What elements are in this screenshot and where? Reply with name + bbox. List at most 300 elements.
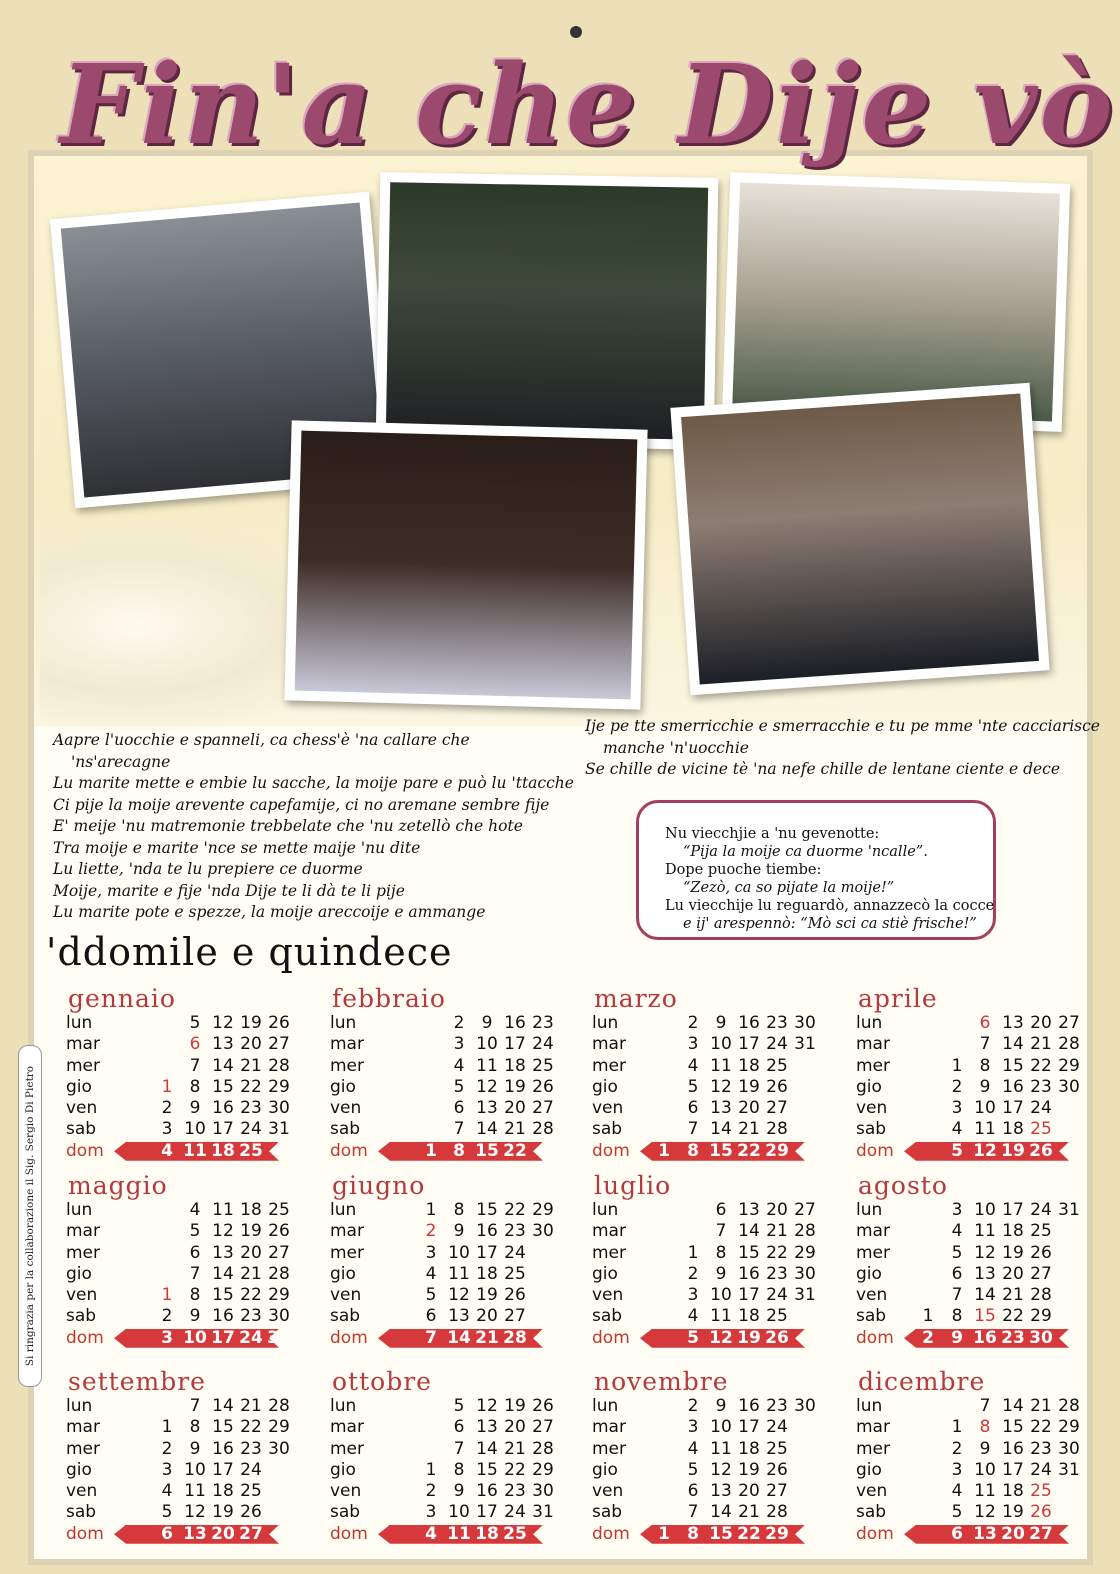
day-number: 22 [737,1140,761,1161]
weekday-row [856,1328,1106,1349]
weekday-label: dom [330,1327,368,1348]
month-luglio [592,1172,842,1349]
month-name: giugno [332,1171,426,1200]
weekday-label: mar [66,1034,100,1055]
weekday-row [330,1502,580,1523]
day-number: 29 [1058,1417,1080,1438]
weekday-label: sab [592,1119,623,1140]
day-number: 17 [212,1459,234,1480]
day-number: 15 [738,1242,760,1263]
photo-couple-4 [284,420,647,709]
day-number: 27 [268,1034,290,1055]
poem-line: Moije, marite e fije 'nda Dije te li dà te li pije [53,881,405,900]
day-number: 27 [1029,1523,1053,1544]
day-number: 23 [240,1306,262,1327]
day-number: 6 [453,1417,465,1438]
day-number: 11 [183,1140,207,1161]
day-number: 14 [212,1263,234,1284]
day-number: 11 [974,1119,996,1140]
day-number: 22 [240,1076,262,1097]
day-number: 2 [425,1481,437,1502]
day-number: 29 [1030,1306,1052,1327]
weekday-row [66,1396,316,1417]
day-number: 28 [766,1119,788,1140]
day-number: 17 [476,1242,498,1263]
day-number: 18 [476,1263,498,1284]
day-number: 4 [161,1140,173,1161]
day-number: 29 [532,1459,554,1480]
day-number: 16 [1002,1438,1024,1459]
day-number: 15 [476,1459,498,1480]
weekday-row [66,1077,316,1098]
day-number: 22 [503,1140,527,1161]
day-number: 18 [1002,1481,1024,1502]
weekday-row [592,1119,842,1140]
weekday-row [856,1285,1106,1306]
day-number: 2 [922,1327,934,1348]
day-number: 11 [476,1055,498,1076]
day-number: 2 [161,1098,173,1119]
day-number: 24 [766,1285,788,1306]
day-number: 20 [240,1034,262,1055]
day-number: 25 [1030,1221,1052,1242]
weekday-row [66,1417,316,1438]
day-number: 18 [212,1481,234,1502]
day-number: 19 [212,1502,234,1523]
day-number: 25 [239,1140,263,1161]
day-number: 20 [1030,1013,1052,1033]
day-number: 13 [476,1417,498,1438]
day-number: 7 [189,1263,201,1284]
weekday-label: mer [66,1438,101,1459]
day-number: 9 [453,1481,465,1502]
day-number: 13 [710,1481,732,1502]
weekday-label: lun [856,1013,883,1033]
day-number: 1 [922,1306,934,1327]
weekday-row [330,1077,580,1098]
weekday-row [856,1200,1106,1221]
weekday-label: lun [330,1200,357,1220]
month-name: novembre [594,1367,729,1396]
weekday-label: dom [66,1140,104,1161]
day-number: 5 [189,1221,201,1242]
day-number: 23 [766,1396,788,1416]
weekday-label: sab [856,1119,887,1140]
day-number: 23 [1030,1438,1052,1459]
day-number: 7 [951,1285,963,1306]
day-number: 6 [453,1098,465,1119]
month-name: febbraio [332,984,446,1013]
day-number: 28 [268,1396,290,1416]
day-number: 14 [447,1327,471,1348]
weekday-row [856,1417,1106,1438]
day-number: 9 [979,1438,991,1459]
day-number: 25 [268,1200,290,1220]
day-number: 30 [268,1098,290,1119]
day-number: 16 [212,1098,234,1119]
day-number: 8 [189,1076,201,1097]
day-number: 28 [532,1119,554,1140]
day-number: 23 [766,1263,788,1284]
day-number: 28 [1058,1396,1080,1416]
weekday-row [330,1417,580,1438]
day-number: 7 [189,1396,201,1416]
weekday-row [592,1221,842,1242]
day-number: 8 [453,1459,465,1480]
dialogue-line: Dope puoche tiembe: [665,862,822,878]
credit-text: Si ringrazia per la collaborazione il Sig. Sergio Di Pietro [24,1065,36,1367]
weekday-row [330,1098,580,1119]
weekday-label: gio [856,1263,882,1284]
month-name: marzo [594,984,678,1013]
weekday-row [856,1119,1106,1140]
day-number: 4 [687,1306,699,1327]
day-number: 9 [715,1013,727,1033]
day-number: 22 [1030,1417,1052,1438]
weekday-label: ven [330,1481,362,1502]
day-number: 3 [453,1034,465,1055]
month-agosto [856,1172,1106,1349]
year-label: 'ddomile e quindece [46,930,453,974]
day-number: 28 [268,1055,290,1076]
weekday-label: sab [330,1502,361,1523]
month-maggio [66,1172,316,1349]
poem-line: Ije pe tte smerricchie e smerracchie e tu pe mme 'nte cacciarisce [585,717,1100,735]
day-number: 29 [268,1417,290,1438]
day-number: 6 [979,1013,991,1033]
poem-line: Lu marite mette e embie lu sacche, la moije pare e può lu 'ttacche [53,774,574,792]
weekday-label: gio [592,1459,618,1480]
day-number: 24 [240,1119,262,1140]
month-ottobre [330,1368,580,1545]
weekday-label: sab [66,1306,97,1327]
weekday-row [592,1396,842,1417]
poem-line: manche 'n'uocchie [603,738,749,757]
day-number: 6 [687,1098,699,1119]
day-number: 2 [951,1076,963,1097]
poem-line: Tra moije e marite 'nce se mette maije 'nu dite [53,838,421,857]
weekday-row [330,1243,580,1264]
weekday-label: lun [592,1013,619,1033]
day-number: 21 [738,1119,760,1140]
day-number: 16 [738,1013,760,1033]
weekday-row [66,1328,316,1349]
weekday-label: dom [66,1523,104,1544]
day-number: 8 [715,1242,727,1263]
day-number: 28 [766,1502,788,1523]
day-number: 18 [211,1140,235,1161]
day-number: 25 [766,1438,788,1459]
day-number: 5 [951,1502,963,1523]
weekday-row [856,1481,1106,1502]
day-number: 14 [710,1502,732,1523]
day-number: 20 [738,1481,760,1502]
day-number: 11 [710,1055,732,1076]
day-number: 3 [687,1034,699,1055]
day-number: 15 [709,1523,733,1544]
weekday-label: sab [856,1502,887,1523]
weekday-row [856,1141,1106,1162]
weekday-label: gio [856,1076,882,1097]
weekday-label: sab [330,1119,361,1140]
day-number: 10 [448,1502,470,1523]
day-number: 4 [687,1055,699,1076]
day-number: 12 [710,1076,732,1097]
weekday-row [66,1306,316,1327]
day-number: 25 [1030,1119,1052,1140]
day-number: 29 [765,1140,789,1161]
day-number: 20 [738,1098,760,1119]
day-number: 20 [504,1417,526,1438]
weekday-label: sab [330,1306,361,1327]
day-number: 10 [184,1119,206,1140]
day-number: 18 [1002,1221,1024,1242]
day-number: 17 [1002,1200,1024,1220]
day-number: 11 [212,1200,234,1220]
weekday-label: mar [856,1221,890,1242]
day-number: 6 [687,1481,699,1502]
month-name: ottobre [332,1367,432,1396]
day-number: 25 [766,1306,788,1327]
day-number: 4 [951,1221,963,1242]
day-number: 14 [1002,1396,1024,1416]
day-number: 20 [504,1098,526,1119]
weekday-label: gio [856,1459,882,1480]
day-number: 26 [504,1285,526,1306]
day-number: 17 [738,1417,760,1438]
weekday-row [66,1098,316,1119]
weekday-label: mer [330,1242,365,1263]
day-number: 17 [1002,1098,1024,1119]
day-number: 26 [240,1502,262,1523]
weekday-label: mer [330,1055,365,1076]
weekday-label: gio [66,1263,92,1284]
weekday-label: ven [66,1098,98,1119]
day-number: 28 [1058,1034,1080,1055]
day-number: 26 [1030,1242,1052,1263]
poem-line: E' meije 'nu matremonie trebbelate che 'nu zetellò che hote [53,817,523,835]
day-number: 8 [453,1200,465,1220]
day-number: 7 [687,1502,699,1523]
dialogue-line: “Zezò, ca so pijate la moije!” [683,880,895,896]
weekday-row [856,1221,1106,1242]
day-number: 2 [425,1221,437,1242]
weekday-row [856,1264,1106,1285]
weekday-label: sab [592,1502,623,1523]
day-number: 3 [687,1285,699,1306]
weekday-row [66,1481,316,1502]
day-number: 2 [161,1438,173,1459]
day-number: 30 [794,1396,816,1416]
weekday-row [856,1034,1106,1055]
calendar-title: Fin'a che Dije vò [60,40,1115,169]
weekday-label: lun [592,1396,619,1416]
day-number: 23 [504,1481,526,1502]
day-number: 4 [951,1481,963,1502]
day-number: 2 [687,1396,699,1416]
day-number: 17 [504,1034,526,1055]
day-number: 25 [503,1523,527,1544]
day-number: 24 [1030,1200,1052,1220]
day-number: 22 [737,1523,761,1544]
weekday-label: gio [330,1459,356,1480]
day-number: 27 [1058,1013,1080,1033]
day-number: 17 [1002,1459,1024,1480]
day-number: 19 [1002,1502,1024,1523]
weekday-row [330,1141,580,1162]
weekday-label: mer [66,1055,101,1076]
weekday-row [330,1056,580,1077]
day-number: 20 [766,1200,788,1220]
weekday-label: gio [330,1076,356,1097]
day-number: 14 [974,1285,996,1306]
day-number: 2 [161,1306,173,1327]
day-number: 11 [447,1523,471,1544]
day-number: 24 [1030,1098,1052,1119]
day-number: 27 [532,1098,554,1119]
weekday-label: mar [592,1417,626,1438]
photo-couple-5 [670,383,1049,695]
day-number: 14 [212,1396,234,1416]
weekday-label: sab [592,1306,623,1327]
weekday-row [856,1243,1106,1264]
weekday-label: dom [592,1140,630,1161]
day-number: 26 [1030,1502,1052,1523]
weekday-row [330,1200,580,1221]
day-number: 20 [1002,1263,1024,1284]
day-number: 16 [504,1013,526,1033]
day-number: 22 [504,1459,526,1480]
day-number: 12 [212,1221,234,1242]
day-number: 11 [448,1263,470,1284]
day-number: 29 [1058,1055,1080,1076]
day-number: 8 [189,1285,201,1306]
day-number: 21 [1002,1285,1024,1306]
day-number: 5 [453,1076,465,1097]
day-number: 17 [212,1119,234,1140]
weekday-row [66,1460,316,1481]
weekday-row [592,1141,842,1162]
day-number: 3 [951,1098,963,1119]
day-number: 21 [1030,1396,1052,1416]
day-number: 14 [1002,1034,1024,1055]
day-number: 10 [476,1034,498,1055]
day-number: 1 [658,1523,670,1544]
weekday-row [330,1524,580,1545]
weekday-row [592,1056,842,1077]
weekday-label: ven [856,1098,888,1119]
weekday-label: lun [856,1200,883,1220]
day-number: 30 [268,1306,290,1327]
day-number: 5 [687,1076,699,1097]
weekday-row [66,1034,316,1055]
day-number: 30 [794,1263,816,1284]
day-number: 7 [425,1327,437,1348]
day-number: 3 [425,1502,437,1523]
weekday-row [592,1013,842,1034]
weekday-label: mer [856,1055,891,1076]
weekday-row [592,1200,842,1221]
day-number: 12 [448,1285,470,1306]
dialogue-box [636,800,996,940]
day-number: 19 [738,1076,760,1097]
day-number: 9 [715,1396,727,1416]
weekday-row [592,1264,842,1285]
day-number: 30 [532,1221,554,1242]
weekday-row [592,1524,842,1545]
day-number: 13 [212,1034,234,1055]
day-number: 20 [240,1242,262,1263]
day-number: 20 [476,1306,498,1327]
day-number: 31 [794,1285,816,1306]
day-number: 3 [951,1200,963,1220]
weekday-row [856,1396,1106,1417]
day-number: 1 [658,1140,670,1161]
day-number: 24 [1030,1459,1052,1480]
day-number: 25 [766,1055,788,1076]
day-number: 14 [476,1438,498,1459]
weekday-row [592,1481,842,1502]
dialogue-line: e ij' arespennò: “Mò sci ca stiè frische!” [683,916,977,932]
day-number: 4 [425,1523,437,1544]
day-number: 8 [979,1055,991,1076]
day-number: 28 [268,1263,290,1284]
weekday-label: ven [66,1285,98,1306]
weekday-label: dom [856,1327,894,1348]
day-number: 25 [532,1055,554,1076]
month-name: gennaio [68,984,176,1013]
day-number: 3 [687,1417,699,1438]
day-number: 28 [503,1327,527,1348]
day-number: 3 [161,1327,173,1348]
day-number: 5 [951,1242,963,1263]
day-number: 31 [1058,1459,1080,1480]
month-name: settembre [68,1367,206,1396]
day-number: 14 [738,1221,760,1242]
day-number: 3 [425,1242,437,1263]
weekday-row [66,1141,316,1162]
weekday-row [592,1243,842,1264]
day-number: 13 [973,1523,997,1544]
weekday-label: gio [592,1263,618,1284]
day-number: 19 [504,1396,526,1416]
weekday-label: gio [66,1459,92,1480]
day-number: 7 [453,1438,465,1459]
weekday-row [330,1264,580,1285]
poem-line: Aapre l'uocchie e spanneli, ca chess'è 'na callare che [53,731,470,749]
day-number: 10 [448,1242,470,1263]
weekday-label: mer [66,1242,101,1263]
day-number: 1 [687,1242,699,1263]
weekday-row [66,1439,316,1460]
day-number: 16 [738,1263,760,1284]
day-number: 1 [161,1076,173,1097]
weekday-label: lun [330,1013,357,1033]
weekday-label: ven [66,1481,98,1502]
day-number: 5 [687,1327,699,1348]
day-number: 21 [738,1502,760,1523]
day-number: 27 [239,1523,263,1544]
day-number: 27 [794,1200,816,1220]
month-aprile [856,985,1106,1162]
day-number: 12 [476,1396,498,1416]
day-number: 22 [240,1417,262,1438]
day-number: 15 [1002,1055,1024,1076]
month-name: luglio [594,1171,672,1200]
day-number: 2 [687,1013,699,1033]
month-name: agosto [858,1171,948,1200]
day-number: 22 [1002,1306,1024,1327]
